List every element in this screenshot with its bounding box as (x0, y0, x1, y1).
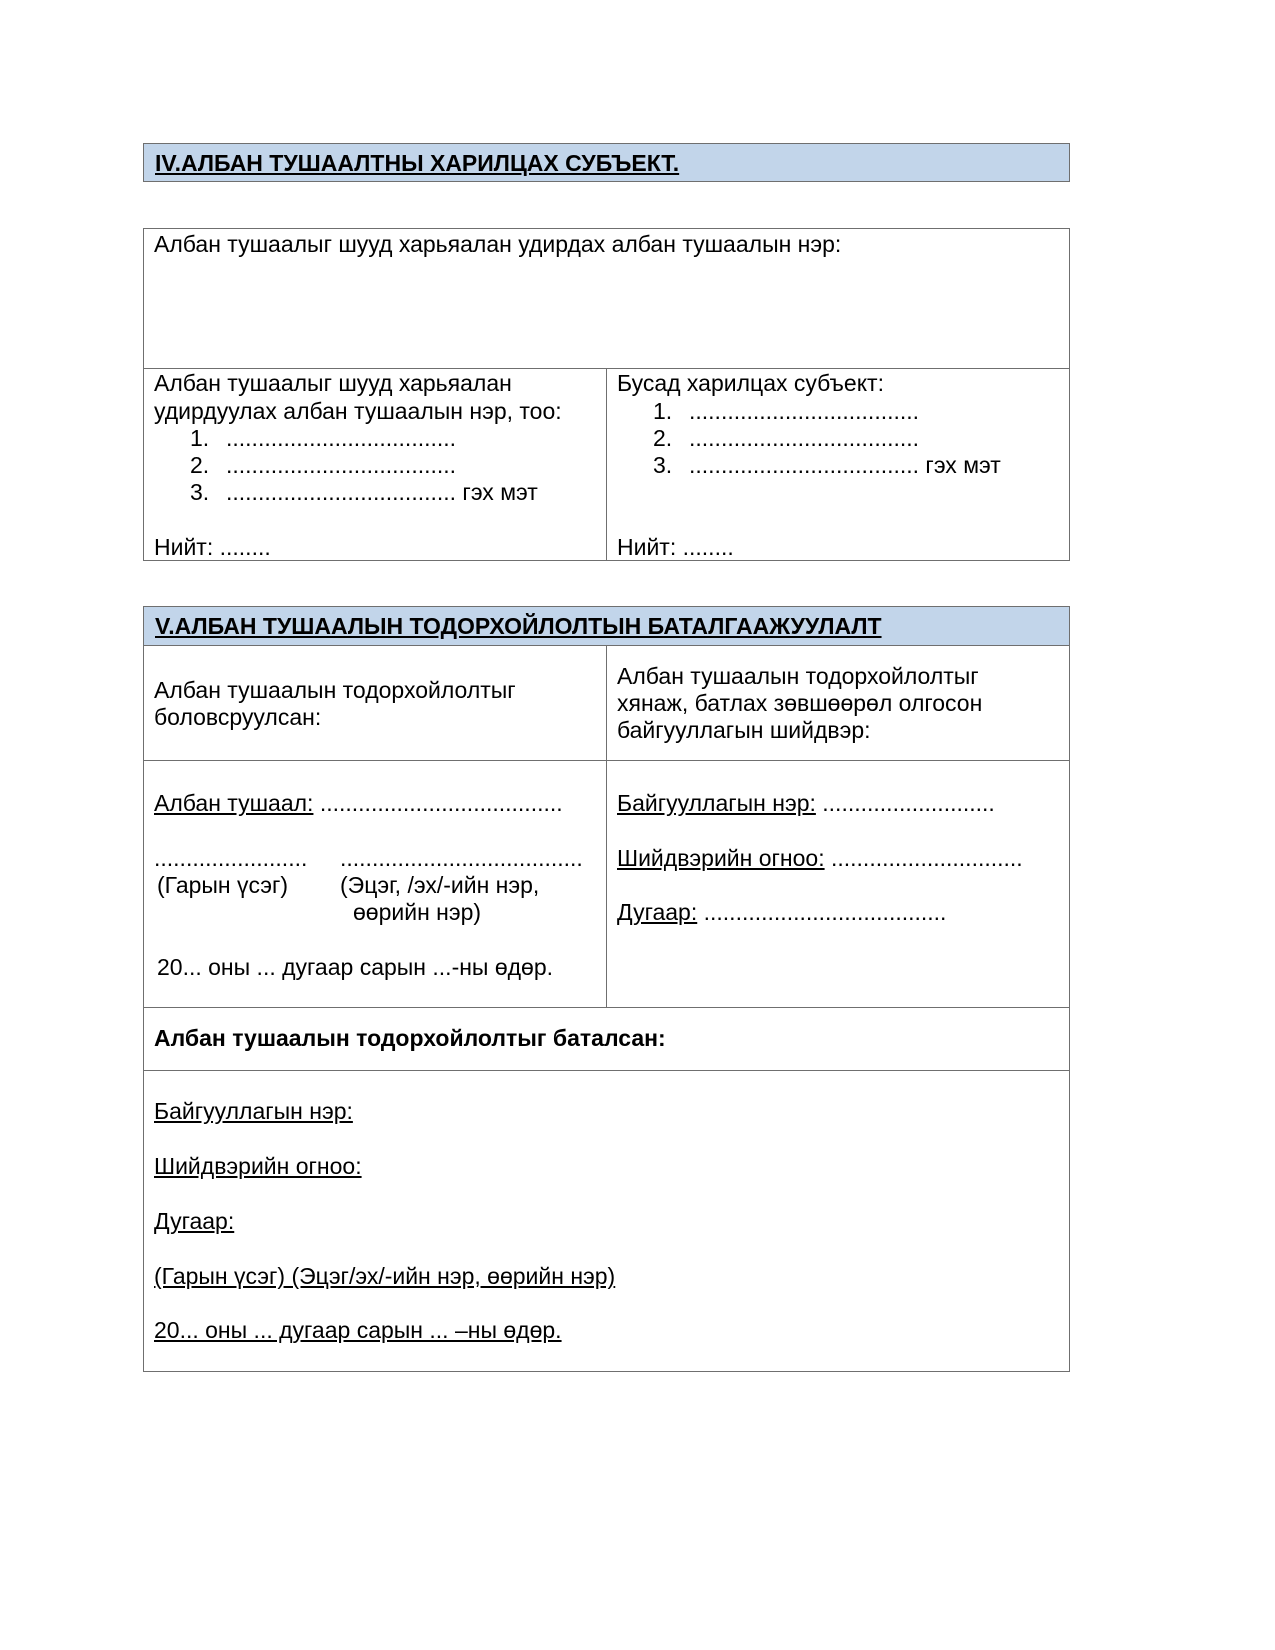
decision-date-dots: .............................. (824, 845, 1023, 871)
other-subjects-label: Бусад харилцах субъект: (617, 370, 884, 396)
position-line (154, 789, 563, 817)
subordinates-label-line1: Албан тушаалыг шууд харьяалан (154, 370, 512, 396)
number-dots: ...................................... (697, 899, 947, 925)
decision-date-label: Шийдвэрийн огноо: (617, 845, 825, 871)
approved-org: Байгууллагын нэр: (154, 1098, 353, 1124)
position-dots: ...................................... (313, 790, 563, 816)
section-4-heading (143, 143, 1070, 182)
other-item-num: 1. (653, 398, 673, 424)
approved-date: 20... оны ... дугаар сарын ... –ны өдөр. (154, 1317, 562, 1343)
other-item-dots: .................................... (689, 425, 920, 451)
section-5-heading (143, 606, 1070, 646)
number-label: Дугаар: (617, 899, 698, 925)
other-item-num: 2. (653, 425, 673, 451)
subordinates-total: Нийт: ........ (154, 534, 271, 560)
org-line (617, 789, 995, 817)
subordinates-label-line2: удирдуулах албан тушаалын нэр, тоо: (154, 398, 562, 424)
subordinate-item-line (226, 478, 538, 506)
other-item-line (689, 451, 1001, 479)
approval-label-line3: байгууллагын шийдвэр: (617, 717, 871, 743)
org-dots: ........................... (815, 790, 995, 816)
number-line (617, 898, 946, 926)
other-item-dots: .................................... (689, 452, 920, 478)
other-item-dots: .................................... (689, 398, 920, 424)
subordinate-item-dots: .................................... (226, 479, 457, 505)
supervisor-label: Албан тушаалыг шууд харьяалан удирдах албан тушаалын нэр: (154, 231, 842, 257)
approval-label-line2: хянаж, батлах зөвшөөрөл олгосон (617, 690, 983, 716)
subordinate-item-dots: .................................... (226, 452, 457, 478)
approval-label-line1: Албан тушаалын тодорхойлолтыг (617, 663, 979, 689)
prepared-date: 20... оны ... дугаар сарын ...-ны өдөр. (157, 954, 554, 980)
signature-dots: ........................ (154, 845, 308, 871)
name-dots: ...................................... (340, 845, 583, 871)
subordinate-item-dots: .................................... (226, 425, 457, 451)
approved-heading: Албан тушаалын тодорхойлолтыг баталсан: (154, 1025, 666, 1051)
other-subjects-total: Нийт: ........ (617, 534, 734, 560)
section-5-title: V.АЛБАН ТУШААЛЫН ТОДОРХОЙЛОЛТЫН БАТАЛГААЖУУЛАЛТ (155, 613, 882, 639)
org-label: Байгууллагын нэр: (617, 790, 816, 816)
decision-date-line (617, 844, 1023, 872)
name-caption-line2: өөрийн нэр) (353, 899, 482, 925)
signature-caption: (Гарын үсэг) (157, 872, 289, 898)
subordinate-item-num: 2. (190, 452, 210, 478)
approved-number: Дугаар: (154, 1208, 235, 1234)
name-caption-line1: (Эцэг, /эх/-ийн нэр, (340, 872, 540, 898)
other-item-num: 3. (653, 452, 673, 478)
position-label: Албан тушаал: (154, 790, 314, 816)
subordinate-item-suffix: гэх мэт (456, 479, 538, 505)
subordinate-item-num: 1. (190, 425, 210, 451)
subordinate-item-num: 3. (190, 479, 210, 505)
prepared-label-line2: боловсруулсан: (154, 704, 322, 730)
prepared-label-line1: Албан тушаалын тодорхойлолтыг (154, 677, 516, 703)
other-item-suffix: гэх мэт (919, 452, 1001, 478)
approved-decision-date: Шийдвэрийн огноо: (154, 1153, 362, 1179)
section-4-title: IV.АЛБАН ТУШААЛТНЫ ХАРИЛЦАХ СУБЪЕКТ. (155, 150, 680, 176)
approved-signature: (Гарын үсэг) (Эцэг/эх/-ийн нэр, өөрийн нэр) (154, 1263, 616, 1289)
